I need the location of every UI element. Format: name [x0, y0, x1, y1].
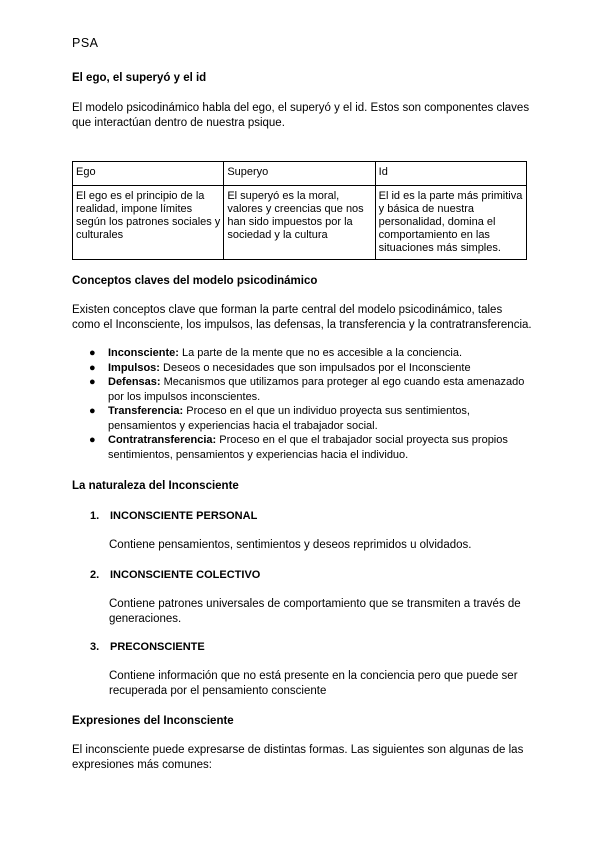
list-item-text: Proceso en el que un individuo proyecta sus sentimientos, pensamientos y experiencias hacia el trabajador social. [108, 405, 470, 432]
table-cell: El superyó es la moral, valores y creencias que nos han sido impuestos por la sociedad y la cultura [224, 186, 375, 260]
page-header: PSA [72, 36, 99, 50]
list-item-text: La parte de la mente que no es accesible a la conciencia. [178, 347, 463, 359]
numbered-item-title: 3. PRECONSCIENTE [90, 641, 205, 653]
section-heading-naturaleza: La naturaleza del Inconsciente [72, 480, 239, 492]
list-item [72, 361, 532, 376]
table-cell: El ego es el principio de la realidad, impone límites según los patrones sociales y culturales [73, 186, 224, 260]
list-item-term: Impulsos: [108, 361, 160, 374]
list-item [72, 375, 532, 404]
section-paragraph-expresiones: El inconsciente puede expresarse de distintas formas. Las siguientes son algunas de las expresiones más comunes: [72, 744, 524, 771]
bullet-icon: ● [89, 434, 96, 446]
table-header-cell: Id [375, 162, 526, 186]
section-heading-expresiones: Expresiones del Inconsciente [72, 715, 234, 727]
numbered-item-desc: Contiene pensamientos, sentimientos y deseos reprimidos u olvidados. [109, 539, 472, 551]
bullet-icon: ● [89, 361, 96, 374]
list-item [72, 346, 532, 361]
concepts-list [72, 346, 532, 462]
list-item [72, 433, 532, 462]
numbered-item-title: 1. INCONSCIENTE PERSONAL [90, 510, 258, 522]
numbered-item-desc: Contiene información que no está presente en la conciencia pero que puede ser recuperada por el pensamiento consciente [109, 670, 518, 697]
numbered-item-title: 2. INCONSCIENTE COLECTIVO [90, 569, 261, 581]
table-cell: El id es la parte más primitiva y básica de nuestra personalidad, domina el comportamiento en las situaciones más simples. [375, 186, 526, 260]
numbered-item-desc: Contiene patrones universales de comportamiento que se transmiten a través de generaciones. [109, 598, 521, 625]
bullet-icon: ● [89, 376, 96, 388]
table-row [73, 186, 527, 260]
bullet-icon: ● [89, 405, 96, 417]
list-item [72, 404, 532, 433]
list-item-term: Inconsciente: [108, 347, 179, 359]
list-item-term: Contratransferencia: [108, 434, 217, 446]
section-heading-conceptos: Conceptos claves del modelo psicodinámico [72, 275, 318, 287]
bullet-icon: ● [89, 347, 96, 359]
list-item-text: Proceso en el que el trabajador social proyecta sus propios sentimientos, pensamientos y experiencias hacia el individuo. [108, 434, 508, 461]
list-item-text: Deseos o necesidades que son impulsados por el Inconsciente [159, 361, 471, 374]
table-header-cell: Superyo [224, 162, 375, 186]
table-header-row [73, 162, 527, 186]
section-paragraph-intro: El modelo psicodinámico habla del ego, el superyó y el id. Estos son componentes claves que interactúan dentro de nuestra psique. [72, 102, 530, 129]
section-heading-ego-superyo-id: El ego, el superyó y el id [72, 72, 207, 84]
table-header-cell: Ego [73, 162, 224, 186]
section-paragraph-conceptos: Existen conceptos clave que forman la parte central del modelo psicodinámico, tales como el Inconsciente, los impulsos, las defensas, la transferencia y la contratransferencia. [72, 304, 532, 331]
list-item-text: Mecanismos que utilizamos para proteger al ego cuando esta amenazado por los impulsos inconscientes. [108, 376, 525, 403]
components-table [72, 161, 527, 260]
list-item-term: Defensas: [108, 376, 161, 388]
list-item-term: Transferencia: [108, 405, 184, 417]
